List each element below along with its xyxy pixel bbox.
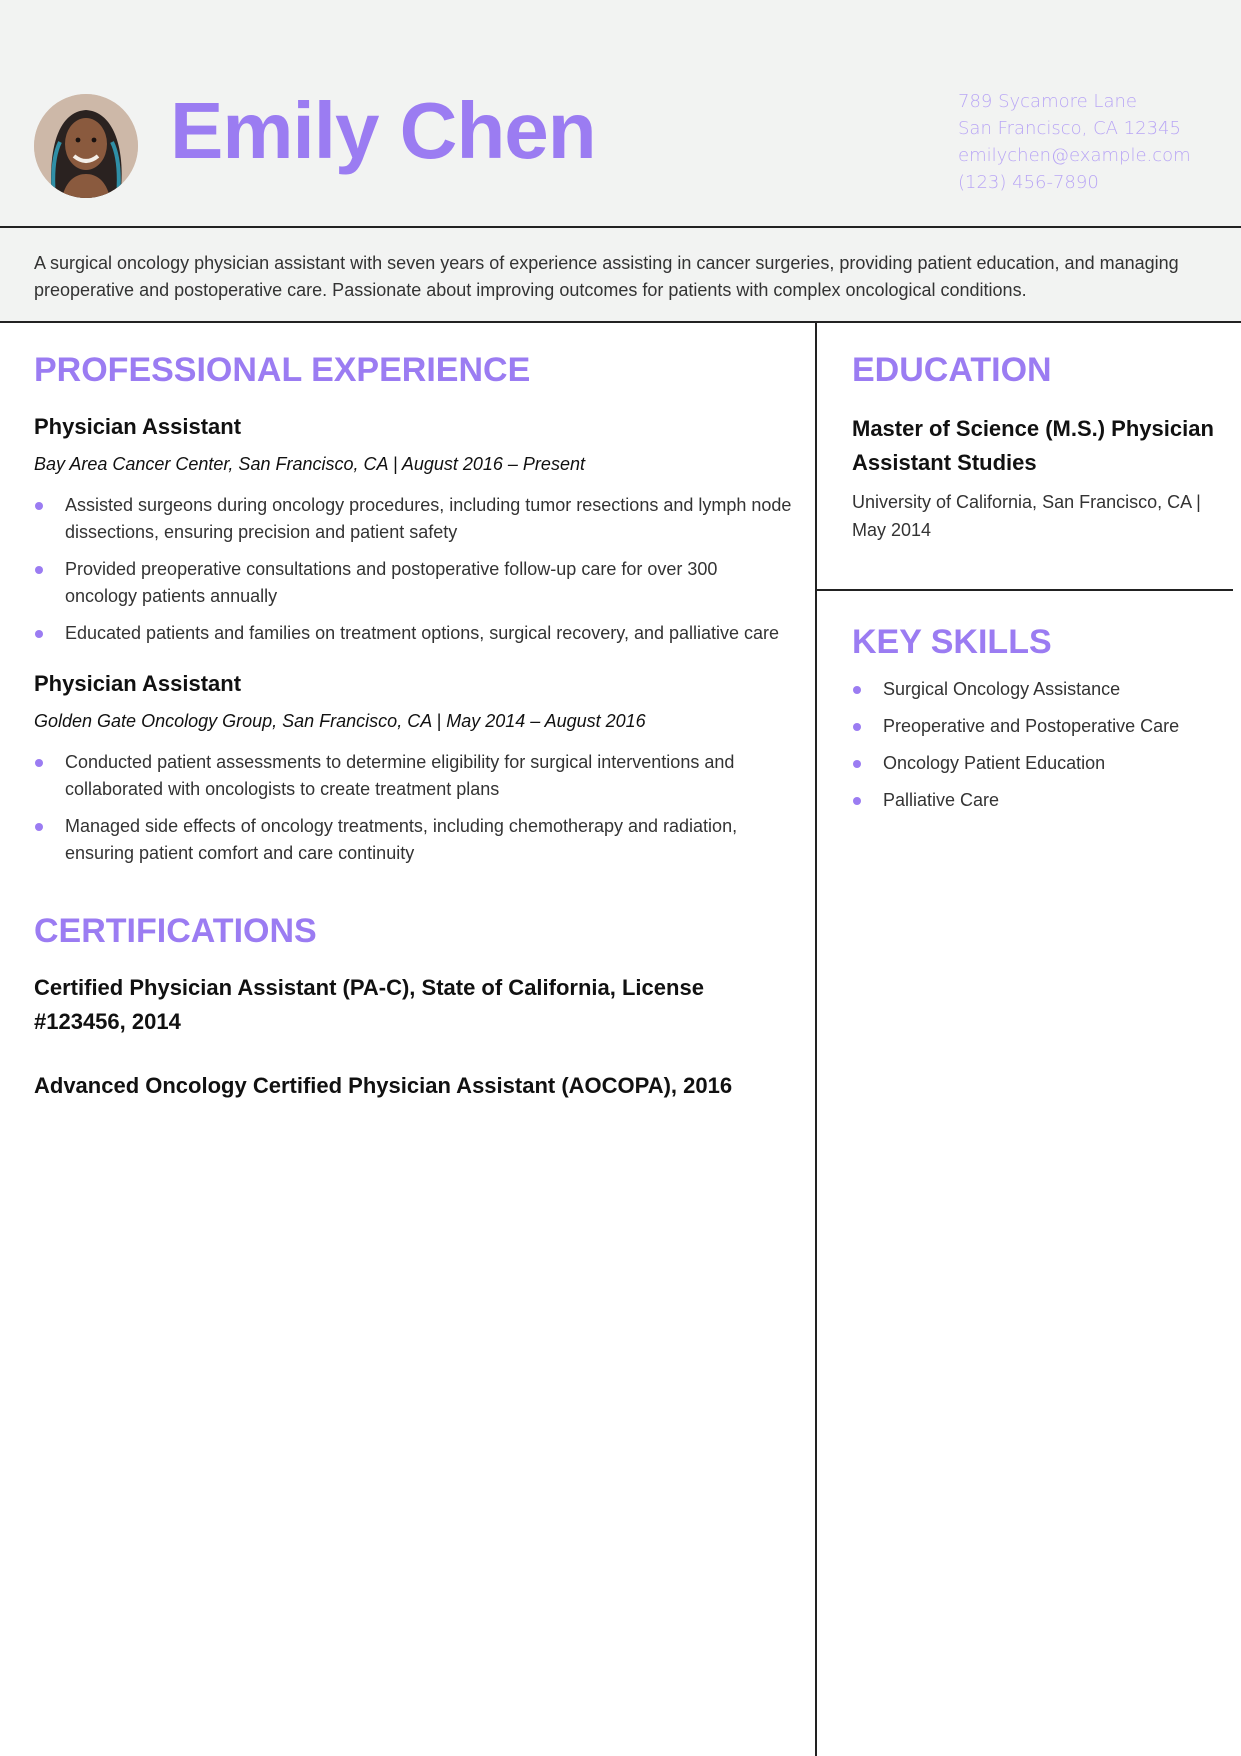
- column-divider: [815, 322, 817, 1756]
- list-item: [852, 787, 1222, 814]
- left-column: [34, 350, 794, 1103]
- bullet-dot-icon: [35, 823, 43, 831]
- bullet-dot-icon: [35, 502, 43, 510]
- skill-text: Surgical Oncology Assistance: [883, 679, 1121, 699]
- list-item: [852, 750, 1222, 777]
- bullet-dot-icon: [35, 759, 43, 767]
- list-item: [34, 556, 794, 610]
- bullet-text: Managed side effects of oncology treatments, including chemotherapy and radiation, ensuring patient comfort and care continuity: [65, 816, 738, 863]
- contact-block: [958, 88, 1191, 196]
- job-bullets: [34, 492, 794, 647]
- bullet-text: Conducted patient assessments to determine eligibility for surgical interventions and collaborated with oncologists to create treatment plans: [65, 752, 735, 799]
- job-bullets: [34, 749, 794, 867]
- right-column: [852, 350, 1222, 824]
- header-band: [0, 0, 1241, 228]
- address-line-2: San Francisco, CA 12345: [958, 118, 1181, 139]
- summary-text: A surgical oncology physician assistant with seven years of experience assisting in cancer surgeries, providing patient education, and managing preoperative and postoperative care. Passionate about improving outcomes for patients with complex oncological conditions.: [0, 228, 1241, 323]
- job-entry: [34, 412, 794, 647]
- bullet-dot-icon: [853, 723, 861, 731]
- skill-text: Palliative Care: [883, 790, 1000, 810]
- list-item: [852, 713, 1222, 740]
- education-degree: Master of Science (M.S.) Physician Assistant Studies: [852, 416, 1214, 475]
- bullet-dot-icon: [853, 760, 861, 768]
- job-title: Physician Assistant: [34, 671, 242, 696]
- avatar: [34, 94, 138, 198]
- certifications-heading: CERTIFICATIONS: [34, 912, 317, 950]
- education-heading: EDUCATION: [852, 351, 1052, 389]
- skill-text: Oncology Patient Education: [883, 753, 1106, 773]
- phone-number: (123) 456-7890: [958, 172, 1099, 193]
- address-line-1: 789 Sycamore Lane: [958, 91, 1137, 112]
- email-link[interactable]: emilychen@example.com: [958, 145, 1191, 166]
- job-subtitle: Golden Gate Oncology Group, San Francisco, CA | May 2014 – August 2016: [34, 711, 646, 731]
- education-details: University of California, San Francisco, CA | May 2014: [852, 492, 1201, 540]
- bullet-text: Educated patients and families on treatment options, surgical recovery, and palliative care: [65, 623, 780, 643]
- bullet-dot-icon: [853, 797, 861, 805]
- certification-item: Certified Physician Assistant (PA-C), State of California, License #123456, 2014: [34, 975, 704, 1034]
- skills-heading: KEY SKILLS: [852, 623, 1052, 661]
- bullet-text: Assisted surgeons during oncology procedures, including tumor resections and lymph node dissections, ensuring precision and patient safety: [65, 495, 792, 542]
- job-title: Physician Assistant: [34, 414, 242, 439]
- bullet-dot-icon: [35, 630, 43, 638]
- bullet-dot-icon: [853, 686, 861, 694]
- list-item: [852, 676, 1222, 703]
- candidate-name: Emily Chen: [170, 86, 596, 175]
- certification-item: Advanced Oncology Certified Physician Assistant (AOCOPA), 2016: [34, 1073, 733, 1098]
- bullet-dot-icon: [35, 566, 43, 574]
- list-item: [34, 749, 794, 803]
- portrait-photo-icon: [34, 94, 138, 198]
- skills-list: [852, 676, 1222, 814]
- list-item: [34, 813, 794, 867]
- job-entry: [34, 669, 794, 867]
- experience-heading: PROFESSIONAL EXPERIENCE: [34, 351, 531, 389]
- job-subtitle: Bay Area Cancer Center, San Francisco, CA | August 2016 – Present: [34, 454, 585, 474]
- skill-text: Preoperative and Postoperative Care: [883, 716, 1180, 736]
- bullet-text: Provided preoperative consultations and postoperative follow-up care for over 300 oncology patients annually: [65, 559, 718, 606]
- list-item: [34, 620, 794, 647]
- list-item: [34, 492, 794, 546]
